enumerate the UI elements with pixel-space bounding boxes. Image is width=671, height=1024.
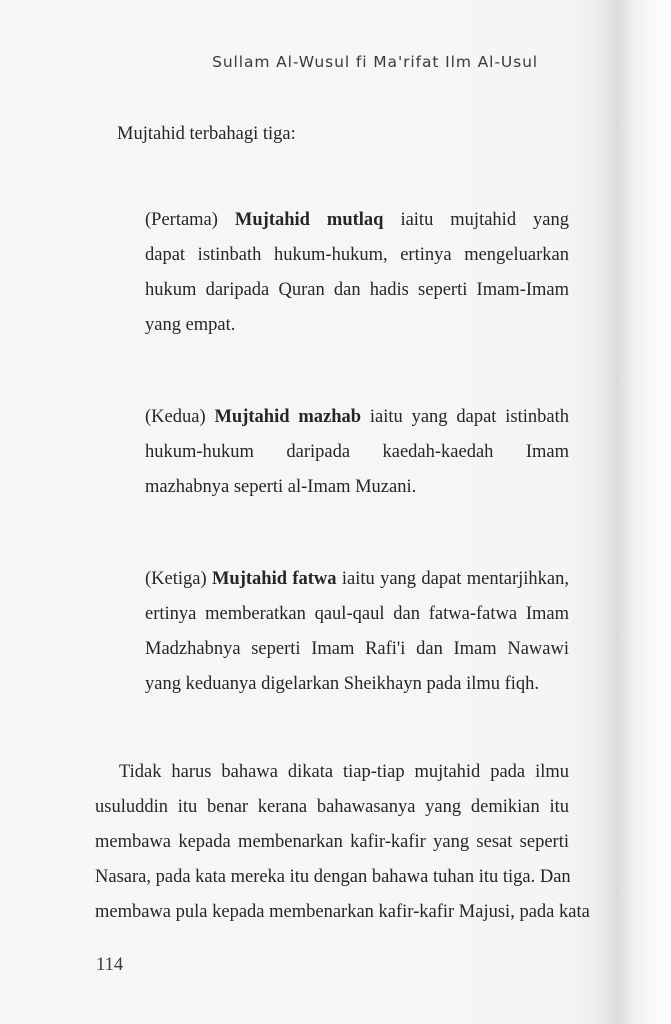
item-line: Madzhabnya seperti Imam Rafi'i dan Imam Nawawi [145,639,569,659]
item-line: yang empat. [145,315,236,335]
item-term: Mujtahid mutlaq [234,210,384,230]
item-first-line-rest: iaitu mujtahid yang [383,210,569,230]
closing-line: usuluddin itu benar kerana bahawasanya yang demikian itu [95,797,569,817]
item-term: Mujtahid fatwa [211,569,337,589]
item-term: Mujtahid mazhab [214,407,362,427]
mujtahid-type-1 [145,203,569,343]
closing-paragraph [95,755,590,930]
item-first-line [145,562,569,597]
item-line: mazhabnya seperti al-Imam Muzani. [145,477,417,497]
item-prefix: (Kedua) [145,407,215,427]
running-header: Sullam Al-Wusul fi Ma'rifat Ilm Al-Usul [212,53,538,71]
closing-line: Nasara, pada kata mereka itu dengan bahawa tuhan itu tiga. Dan [95,867,571,887]
item-prefix: (Pertama) [145,210,235,230]
item-prefix: (Ketiga) [145,569,212,589]
closing-line: membawa pula kepada membenarkan kafir-kafir Majusi, pada kata [95,902,590,922]
closing-line: Tidak harus bahawa dikata tiap-tiap mujtahid pada ilmu [119,762,569,782]
item-line: ertinya memberatkan qaul-qaul dan fatwa-fatwa Imam [145,604,569,624]
item-line: yang keduanya digelarkan Sheikhayn pada ilmu fiqh. [145,674,540,694]
item-line: dapat istinbath hukum-hukum, ertinya mengeluarkan [145,245,569,265]
item-first-line [145,400,569,435]
item-line: hukum-hukum daripada kaedah-kaedah Imam [145,442,569,462]
item-first-line-rest: iaitu yang dapat mentarjihkan, [336,569,569,589]
item-first-line [145,203,569,238]
page-number: 114 [96,955,124,975]
closing-line: membawa kepada membenarkan kafir-kafir yang sesat seperti [95,832,569,852]
intro-paragraph: Mujtahid terbahagi tiga: [117,124,296,144]
item-first-line-rest: iaitu yang dapat istinbath [361,407,569,427]
mujtahid-type-2 [145,400,569,505]
mujtahid-type-3 [145,562,569,702]
item-line: hukum daripada Quran dan hadis seperti Imam-Imam [145,280,569,300]
